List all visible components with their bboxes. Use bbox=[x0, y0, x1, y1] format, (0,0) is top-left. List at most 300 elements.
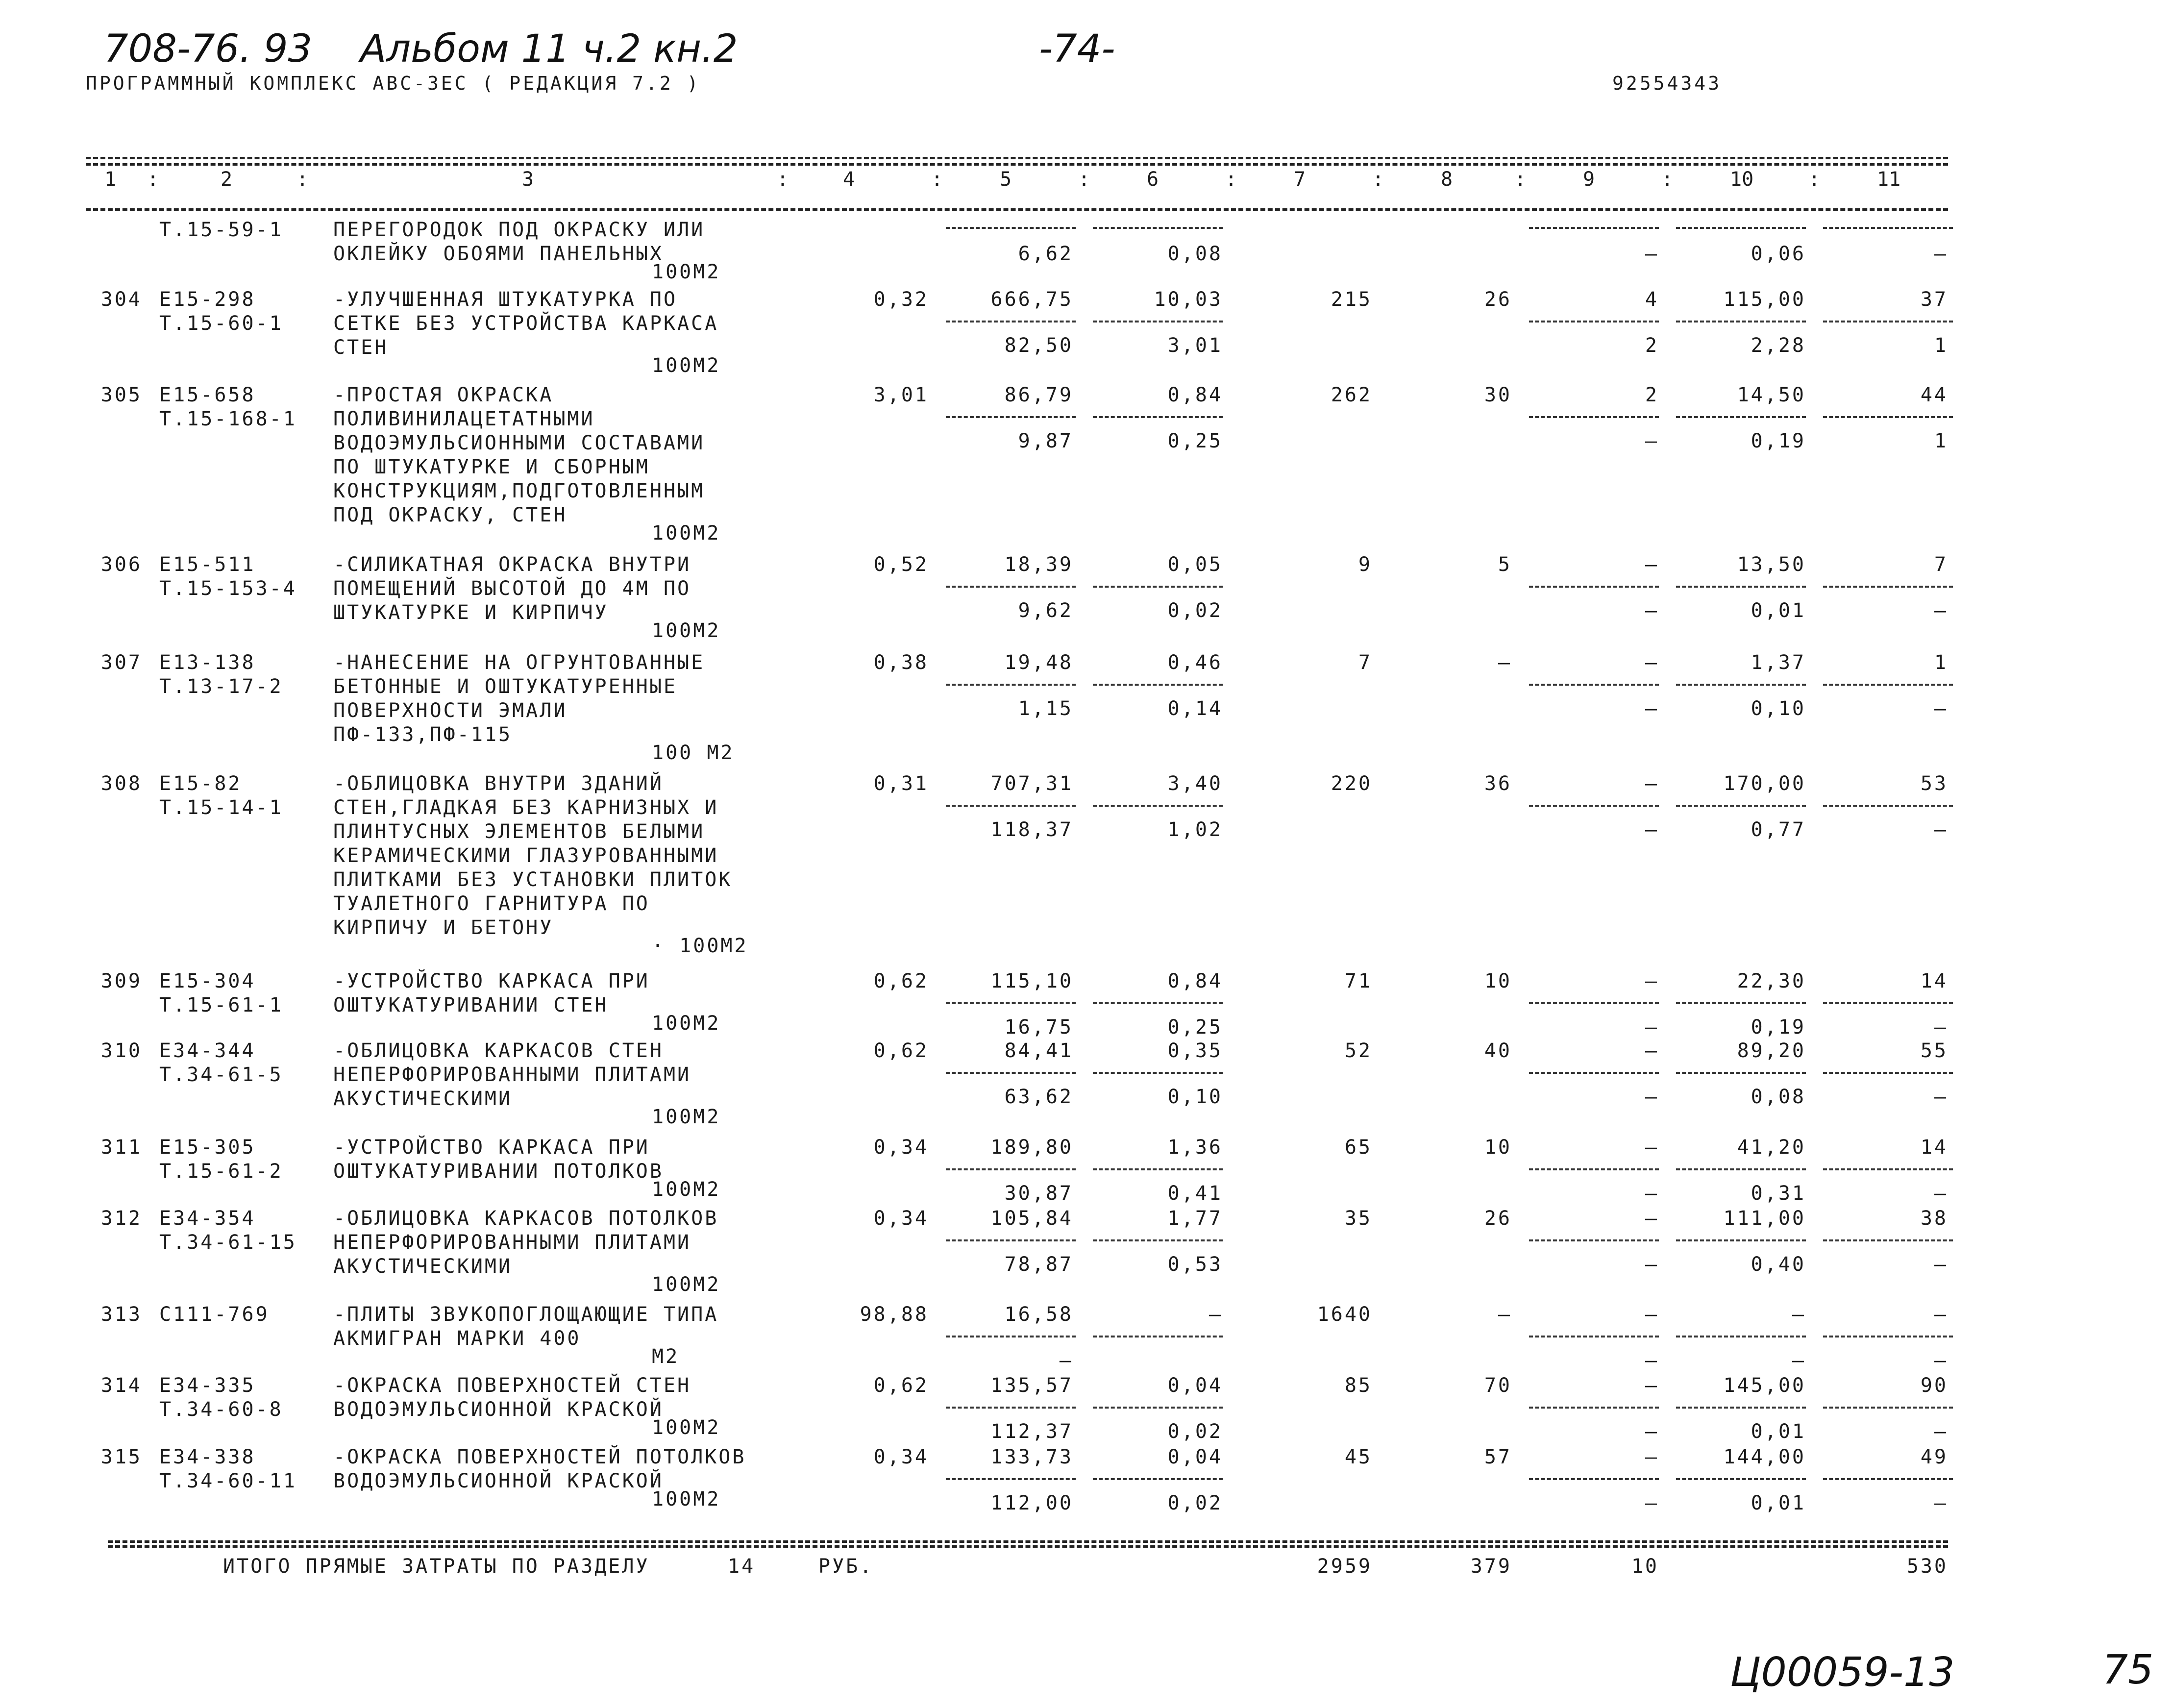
work-description-line: СТЕН bbox=[333, 336, 389, 359]
col-sep: : bbox=[1661, 168, 1674, 191]
value-c10: 111,00 bbox=[1723, 1207, 1806, 1230]
col-header-6: 6 bbox=[1147, 168, 1159, 191]
value-separator-rule bbox=[1529, 416, 1659, 418]
unit-of-measure: 100М2 bbox=[652, 1273, 721, 1296]
value-c9-secondary: – bbox=[1645, 1492, 1659, 1514]
norm-reference: Т.15-61-1 bbox=[159, 994, 283, 1016]
value-c9-secondary: – bbox=[1645, 1349, 1659, 1372]
row-number: 310 bbox=[100, 1040, 142, 1062]
value-c11-secondary: – bbox=[1934, 1086, 1948, 1108]
value-c9-secondary: – bbox=[1645, 1086, 1659, 1108]
value-c9: – bbox=[1645, 970, 1659, 992]
value-separator-rule bbox=[1529, 1072, 1659, 1074]
value-c6-secondary: 1,02 bbox=[1167, 818, 1223, 841]
value-separator-rule bbox=[1093, 227, 1223, 229]
unit-of-measure: 100М2 bbox=[652, 1416, 721, 1439]
value-c5: 86,79 bbox=[1004, 384, 1073, 406]
value-c6-secondary: 0,08 bbox=[1167, 243, 1223, 265]
value-c9-secondary: 2 bbox=[1645, 334, 1659, 357]
value-c5: 105,84 bbox=[990, 1207, 1073, 1230]
row-number: 313 bbox=[100, 1303, 142, 1326]
col-sep: : bbox=[1225, 168, 1237, 191]
work-description-line: КИРПИЧУ И БЕТОНУ bbox=[333, 916, 554, 939]
value-c11-secondary: – bbox=[1934, 599, 1948, 622]
value-c5-secondary: 9,62 bbox=[1018, 599, 1073, 622]
value-c9-secondary: – bbox=[1645, 818, 1659, 841]
col-sep: : bbox=[777, 168, 789, 191]
value-c10-secondary: 0,10 bbox=[1751, 697, 1806, 720]
value-c9-secondary: – bbox=[1645, 243, 1659, 265]
value-separator-rule bbox=[1823, 1336, 1953, 1337]
value-c4: 3,01 bbox=[873, 384, 929, 406]
resource-code: Е15-82 bbox=[159, 772, 242, 795]
value-c4: 98,88 bbox=[860, 1303, 929, 1326]
value-c11-secondary: – bbox=[1934, 1420, 1948, 1443]
value-c7: 9 bbox=[1358, 553, 1372, 576]
value-separator-rule bbox=[1093, 684, 1223, 686]
program-line: ПРОГРАММНЫЙ КОМПЛЕКС АВС-3ЕС ( РЕДАКЦИЯ 7.2 ) bbox=[86, 73, 701, 94]
value-c5: 18,39 bbox=[1004, 553, 1073, 576]
value-c7: 220 bbox=[1331, 772, 1372, 795]
value-separator-rule bbox=[1093, 805, 1223, 807]
value-separator-rule bbox=[946, 1336, 1076, 1337]
value-c7: 52 bbox=[1344, 1040, 1372, 1062]
value-separator-rule bbox=[946, 1407, 1076, 1409]
value-separator-rule bbox=[1676, 416, 1806, 418]
col-sep: : bbox=[1808, 168, 1821, 191]
work-description-line: ПОВЕРХНОСТИ ЭМАЛИ bbox=[333, 699, 567, 722]
value-separator-rule bbox=[1529, 1478, 1659, 1480]
value-separator-rule bbox=[1093, 1239, 1223, 1241]
value-separator-rule bbox=[1093, 1168, 1223, 1170]
value-c9-secondary: – bbox=[1645, 697, 1659, 720]
value-c10: 89,20 bbox=[1737, 1040, 1806, 1062]
value-c11: – bbox=[1934, 1303, 1948, 1326]
value-separator-rule bbox=[1823, 1239, 1953, 1241]
value-c5-secondary: – bbox=[1059, 1349, 1073, 1372]
total-label: ИТОГО ПРЯМЫЕ ЗАТРАТЫ ПО РАЗДЕЛУ bbox=[223, 1555, 650, 1578]
value-c4: 0,52 bbox=[873, 553, 929, 576]
value-c9-secondary: – bbox=[1645, 599, 1659, 622]
work-description-line: ПОМЕЩЕНИЙ ВЫСОТОЙ ДО 4М ПО bbox=[333, 577, 691, 600]
resource-code: Е34-338 bbox=[159, 1446, 256, 1468]
unit-of-measure: 100М2 bbox=[652, 354, 721, 377]
value-c9-secondary: – bbox=[1645, 1420, 1659, 1443]
work-description-line: -ОБЛИЦОВКА КАРКАСОВ СТЕН bbox=[333, 1040, 664, 1062]
value-separator-rule bbox=[1676, 321, 1806, 322]
col-header-9: 9 bbox=[1583, 168, 1595, 191]
resource-code: Е34-354 bbox=[159, 1207, 256, 1230]
value-c8: 40 bbox=[1484, 1040, 1512, 1062]
value-separator-rule bbox=[946, 1239, 1076, 1241]
value-c11-secondary: 1 bbox=[1934, 334, 1948, 357]
value-c7: 262 bbox=[1331, 384, 1372, 406]
value-separator-rule bbox=[1529, 684, 1659, 686]
value-c10: 144,00 bbox=[1723, 1446, 1806, 1468]
value-c9: – bbox=[1645, 1040, 1659, 1062]
col-header-8: 8 bbox=[1441, 168, 1453, 191]
row-number: 305 bbox=[100, 384, 142, 406]
value-c8: 70 bbox=[1484, 1374, 1512, 1397]
col-header-1: 1 bbox=[104, 168, 117, 191]
value-c6: 10,03 bbox=[1154, 288, 1223, 311]
work-description-line: НЕПЕРФОРИРОВАННЫМИ ПЛИТАМИ bbox=[333, 1064, 691, 1086]
value-c10-secondary: 0,01 bbox=[1751, 1420, 1806, 1443]
value-c6-secondary: 3,01 bbox=[1167, 334, 1223, 357]
value-c7: 65 bbox=[1344, 1136, 1372, 1159]
value-c6: 0,05 bbox=[1167, 553, 1223, 576]
col-header-4: 4 bbox=[843, 168, 855, 191]
value-c6: 0,46 bbox=[1167, 651, 1223, 674]
value-c6: 0,84 bbox=[1167, 970, 1223, 992]
value-c10: 115,00 bbox=[1723, 288, 1806, 311]
value-separator-rule bbox=[946, 1168, 1076, 1170]
total-col8: 379 bbox=[1470, 1555, 1512, 1578]
work-description-line: -НАНЕСЕНИЕ НА ОГРУНТОВАННЫЕ bbox=[333, 651, 705, 674]
value-c11: 1 bbox=[1934, 651, 1948, 674]
value-c4: 0,32 bbox=[873, 288, 929, 311]
top-rule-2 bbox=[86, 163, 1948, 166]
value-c11-secondary: – bbox=[1934, 697, 1948, 720]
value-separator-rule bbox=[1823, 1478, 1953, 1480]
resource-code: Е34-344 bbox=[159, 1040, 256, 1062]
value-c8: 30 bbox=[1484, 384, 1512, 406]
value-c10-secondary: 0,77 bbox=[1751, 818, 1806, 841]
total-rule-1 bbox=[108, 1540, 1948, 1543]
value-c10-secondary: 0,19 bbox=[1751, 1016, 1806, 1039]
work-description-line: -ОБЛИЦОВКА ВНУТРИ ЗДАНИЙ bbox=[333, 772, 664, 795]
value-c5-secondary: 118,37 bbox=[990, 818, 1073, 841]
norm-reference: Т.34-60-11 bbox=[159, 1470, 297, 1492]
resource-code: Е15-298 bbox=[159, 288, 256, 311]
value-c6: 0,84 bbox=[1167, 384, 1223, 406]
work-description-line: СЕТКЕ БЕЗ УСТРОЙСТВА КАРКАСА bbox=[333, 312, 719, 335]
value-c6: 0,35 bbox=[1167, 1040, 1223, 1062]
value-c10: 1,37 bbox=[1751, 651, 1806, 674]
value-separator-rule bbox=[946, 321, 1076, 322]
resource-code: Е15-304 bbox=[159, 970, 256, 992]
value-separator-rule bbox=[946, 416, 1076, 418]
col-sep: : bbox=[147, 168, 159, 191]
value-c11: 14 bbox=[1920, 970, 1948, 992]
norm-reference: Т.34-61-5 bbox=[159, 1064, 283, 1086]
value-separator-rule bbox=[946, 684, 1076, 686]
norm-reference: Т.15-14-1 bbox=[159, 796, 283, 819]
value-c7: 215 bbox=[1331, 288, 1372, 311]
resource-code: Е15-658 bbox=[159, 384, 256, 406]
work-description-line: -ОКРАСКА ПОВЕРХНОСТЕЙ СТЕН bbox=[333, 1374, 691, 1397]
work-description-line: ОШТУКАТУРИВАНИИ ПОТОЛКОВ bbox=[333, 1160, 664, 1183]
row-number: 308 bbox=[100, 772, 142, 795]
value-c6-secondary: 0,02 bbox=[1167, 599, 1223, 622]
work-description-line: -СИЛИКАТНАЯ ОКРАСКА ВНУТРИ bbox=[333, 553, 691, 576]
resource-code: С111-769 bbox=[159, 1303, 270, 1326]
value-separator-rule bbox=[1676, 1168, 1806, 1170]
value-c11-secondary: – bbox=[1934, 1492, 1948, 1514]
value-c11-secondary: – bbox=[1934, 1349, 1948, 1372]
value-separator-rule bbox=[1093, 416, 1223, 418]
work-description-line: ВОДОЭМУЛЬСИОННОЙ КРАСКОЙ bbox=[333, 1470, 664, 1492]
value-c10-secondary: 2,28 bbox=[1751, 334, 1806, 357]
header-bottom-rule bbox=[86, 208, 1948, 211]
value-c5: 16,58 bbox=[1004, 1303, 1073, 1326]
value-c5-secondary: 16,75 bbox=[1004, 1016, 1073, 1039]
value-c10: 41,20 bbox=[1737, 1136, 1806, 1159]
value-c9: 2 bbox=[1645, 384, 1659, 406]
value-c6-secondary: 0,53 bbox=[1167, 1253, 1223, 1276]
total-section: 14 bbox=[728, 1555, 756, 1578]
norm-reference: Т.15-168-1 bbox=[159, 408, 297, 430]
total-col9: 10 bbox=[1631, 1555, 1659, 1578]
resource-code: Е15-511 bbox=[159, 553, 256, 576]
value-c11-secondary: – bbox=[1934, 1016, 1948, 1039]
doc-code: 708-76. 93 bbox=[104, 27, 313, 71]
work-description-line: ОШТУКАТУРИВАНИИ СТЕН bbox=[333, 994, 609, 1016]
value-c8: 26 bbox=[1484, 288, 1512, 311]
row-number: 311 bbox=[100, 1136, 142, 1159]
work-description-line: ТУАЛЕТНОГО ГАРНИТУРА ПО bbox=[333, 892, 650, 915]
col-header-10: 10 bbox=[1730, 168, 1754, 191]
archive-stamp: Ц00059-13 bbox=[1730, 1649, 1955, 1696]
value-c9: – bbox=[1645, 1207, 1659, 1230]
value-c10-secondary: 0,08 bbox=[1751, 1086, 1806, 1108]
value-separator-rule bbox=[1093, 1072, 1223, 1074]
col-sep: : bbox=[1078, 168, 1090, 191]
value-separator-rule bbox=[1823, 1002, 1953, 1004]
unit-of-measure: 100М2 bbox=[652, 261, 721, 283]
work-description-line: АКМИГРАН МАРКИ 400 bbox=[333, 1327, 581, 1350]
value-c11: 14 bbox=[1920, 1136, 1948, 1159]
value-c5: 19,48 bbox=[1004, 651, 1073, 674]
value-separator-rule bbox=[1823, 805, 1953, 807]
work-description-line: -УСТРОЙСТВО КАРКАСА ПРИ bbox=[333, 970, 650, 992]
work-description-line: СТЕН,ГЛАДКАЯ БЕЗ КАРНИЗНЫХ И bbox=[333, 796, 719, 819]
value-c10: – bbox=[1792, 1303, 1806, 1326]
value-c11-secondary: 1 bbox=[1934, 430, 1948, 452]
value-c10: 170,00 bbox=[1723, 772, 1806, 795]
value-c5: 115,10 bbox=[990, 970, 1073, 992]
value-separator-rule bbox=[1676, 1002, 1806, 1004]
value-c6-secondary: 0,25 bbox=[1167, 430, 1223, 452]
value-c6-secondary: 0,10 bbox=[1167, 1086, 1223, 1108]
value-c5-secondary: 9,87 bbox=[1018, 430, 1073, 452]
value-c6: – bbox=[1209, 1303, 1223, 1326]
resource-code: Е13-138 bbox=[159, 651, 256, 674]
value-c4: 0,31 bbox=[873, 772, 929, 795]
value-separator-rule bbox=[1676, 1478, 1806, 1480]
value-c8: 26 bbox=[1484, 1207, 1512, 1230]
value-separator-rule bbox=[1823, 684, 1953, 686]
value-c8: 10 bbox=[1484, 970, 1512, 992]
norm-reference: Т.34-60-8 bbox=[159, 1398, 283, 1421]
value-c10-secondary: – bbox=[1792, 1349, 1806, 1372]
value-separator-rule bbox=[1093, 1002, 1223, 1004]
value-separator-rule bbox=[1676, 1072, 1806, 1074]
value-c7: 45 bbox=[1344, 1446, 1372, 1468]
unit-of-measure: 100М2 bbox=[652, 1012, 721, 1035]
value-separator-rule bbox=[946, 227, 1076, 229]
value-separator-rule bbox=[1676, 586, 1806, 588]
work-description-line: -ПЛИТЫ ЗВУКОПОГЛОЩАЮЩИЕ ТИПА bbox=[333, 1303, 719, 1326]
row-number: 307 bbox=[100, 651, 142, 674]
work-description-line: ПЛИНТУСНЫХ ЭЛЕМЕНТОВ БЕЛЫМИ bbox=[333, 820, 705, 843]
work-description-line: АКУСТИЧЕСКИМИ bbox=[333, 1088, 513, 1110]
value-separator-rule bbox=[1676, 1336, 1806, 1337]
unit-of-measure: 100М2 bbox=[652, 1106, 721, 1128]
page-number: -74- bbox=[1039, 27, 1115, 71]
value-c11: 7 bbox=[1934, 553, 1948, 576]
value-c5: 84,41 bbox=[1004, 1040, 1073, 1062]
value-separator-rule bbox=[946, 805, 1076, 807]
value-c11: 49 bbox=[1920, 1446, 1948, 1468]
work-description-line: ПЕРЕГОРОДОК ПОД ОКРАСКУ ИЛИ bbox=[333, 219, 705, 241]
value-c9-secondary: – bbox=[1645, 430, 1659, 452]
value-separator-rule bbox=[1529, 227, 1659, 229]
value-separator-rule bbox=[1823, 1168, 1953, 1170]
value-separator-rule bbox=[1823, 227, 1953, 229]
value-separator-rule bbox=[1823, 416, 1953, 418]
value-c9-secondary: – bbox=[1645, 1182, 1659, 1205]
row-number: 309 bbox=[100, 970, 142, 992]
unit-of-measure: М2 bbox=[652, 1345, 680, 1368]
value-c4: 0,62 bbox=[873, 970, 929, 992]
work-description-line: НЕПЕРФОРИРОВАННЫМИ ПЛИТАМИ bbox=[333, 1231, 691, 1254]
unit-of-measure: 100М2 bbox=[652, 522, 721, 545]
value-c6: 0,04 bbox=[1167, 1446, 1223, 1468]
value-separator-rule bbox=[1676, 684, 1806, 686]
value-c7: 85 bbox=[1344, 1374, 1372, 1397]
row-number: 312 bbox=[100, 1207, 142, 1230]
value-c8: 36 bbox=[1484, 772, 1512, 795]
value-c11: 55 bbox=[1920, 1040, 1948, 1062]
doc-id: 92554343 bbox=[1612, 73, 1722, 94]
value-c5-secondary: 6,62 bbox=[1018, 243, 1073, 265]
value-c10: 22,30 bbox=[1737, 970, 1806, 992]
value-c11: 44 bbox=[1920, 384, 1948, 406]
value-c9: – bbox=[1645, 651, 1659, 674]
value-c5-secondary: 30,87 bbox=[1004, 1182, 1073, 1205]
col-header-2: 2 bbox=[221, 168, 233, 191]
value-c10: 145,00 bbox=[1723, 1374, 1806, 1397]
value-separator-rule bbox=[1823, 586, 1953, 588]
row-number: 306 bbox=[100, 553, 142, 576]
value-c6-secondary: 0,02 bbox=[1167, 1492, 1223, 1514]
col-header-11: 11 bbox=[1877, 168, 1901, 191]
value-separator-rule bbox=[1676, 805, 1806, 807]
work-description-line: -УСТРОЙСТВО КАРКАСА ПРИ bbox=[333, 1136, 650, 1159]
value-c4: 0,34 bbox=[873, 1446, 929, 1468]
work-description-line: -УЛУЧШЕННАЯ ШТУКАТУРКА ПО bbox=[333, 288, 678, 311]
value-c10-secondary: 0,01 bbox=[1751, 1492, 1806, 1514]
value-c5: 189,80 bbox=[990, 1136, 1073, 1159]
col-sep: : bbox=[1514, 168, 1527, 191]
value-c5: 707,31 bbox=[990, 772, 1073, 795]
value-c7: 7 bbox=[1358, 651, 1372, 674]
value-c5-secondary: 112,00 bbox=[990, 1492, 1073, 1514]
col-header-3: 3 bbox=[522, 168, 534, 191]
value-c11: 53 bbox=[1920, 772, 1948, 795]
col-sep: : bbox=[296, 168, 309, 191]
work-description-line: ПФ-133,ПФ-115 bbox=[333, 723, 513, 746]
work-description-line: ВОДОЭМУЛЬСИОННОЙ КРАСКОЙ bbox=[333, 1398, 664, 1421]
value-c9: – bbox=[1645, 1136, 1659, 1159]
total-rule-2 bbox=[108, 1545, 1948, 1548]
work-description-line: ШТУКАТУРКЕ И КИРПИЧУ bbox=[333, 601, 609, 624]
value-separator-rule bbox=[1529, 805, 1659, 807]
value-c10: 14,50 bbox=[1737, 384, 1806, 406]
value-separator-rule bbox=[1676, 227, 1806, 229]
value-c4: 0,34 bbox=[873, 1207, 929, 1230]
value-separator-rule bbox=[946, 1002, 1076, 1004]
value-separator-rule bbox=[1093, 1407, 1223, 1409]
value-c11: 90 bbox=[1920, 1374, 1948, 1397]
value-separator-rule bbox=[1823, 1407, 1953, 1409]
value-c4: 0,62 bbox=[873, 1040, 929, 1062]
value-c5: 666,75 bbox=[990, 288, 1073, 311]
value-c4: 0,38 bbox=[873, 651, 929, 674]
value-separator-rule bbox=[1093, 586, 1223, 588]
value-separator-rule bbox=[946, 1072, 1076, 1074]
work-description-line: -ОКРАСКА ПОВЕРХНОСТЕЙ ПОТОЛКОВ bbox=[333, 1446, 746, 1468]
work-description-line: БЕТОННЫЕ И ОШТУКАТУРЕННЫЕ bbox=[333, 675, 678, 698]
value-c5: 135,57 bbox=[990, 1374, 1073, 1397]
value-c11-secondary: – bbox=[1934, 1182, 1948, 1205]
value-c10: 13,50 bbox=[1737, 553, 1806, 576]
value-c4: 0,62 bbox=[873, 1374, 929, 1397]
col-sep: : bbox=[931, 168, 943, 191]
work-description-line: КОНСТРУКЦИЯМ,ПОДГОТОВЛЕННЫМ bbox=[333, 480, 705, 502]
value-separator-rule bbox=[1529, 1336, 1659, 1337]
sheet-number: 75 bbox=[2102, 1647, 2154, 1693]
value-c7: 1640 bbox=[1317, 1303, 1372, 1326]
resource-code: Е15-305 bbox=[159, 1136, 256, 1159]
work-description-line: АКУСТИЧЕСКИМИ bbox=[333, 1255, 513, 1278]
album-label: Альбом 11 ч.2 кн.2 bbox=[360, 27, 738, 71]
value-separator-rule bbox=[1529, 1002, 1659, 1004]
value-c9-secondary: – bbox=[1645, 1016, 1659, 1039]
value-c11-secondary: – bbox=[1934, 1253, 1948, 1276]
resource-code: Е34-335 bbox=[159, 1374, 256, 1397]
value-c5: 133,73 bbox=[990, 1446, 1073, 1468]
value-c10-secondary: 0,40 bbox=[1751, 1253, 1806, 1276]
value-c8: – bbox=[1498, 651, 1512, 674]
value-separator-rule bbox=[946, 1478, 1076, 1480]
value-c9: – bbox=[1645, 1303, 1659, 1326]
value-c4: 0,34 bbox=[873, 1136, 929, 1159]
value-c9: – bbox=[1645, 1374, 1659, 1397]
top-rule-1 bbox=[86, 157, 1948, 159]
value-c8: 10 bbox=[1484, 1136, 1512, 1159]
work-description-line: КЕРАМИЧЕСКИМИ ГЛАЗУРОВАННЫМИ bbox=[333, 844, 719, 867]
value-c11-secondary: – bbox=[1934, 243, 1948, 265]
work-description-line: ПОД ОКРАСКУ, СТЕН bbox=[333, 504, 567, 526]
value-c5-secondary: 63,62 bbox=[1004, 1086, 1073, 1108]
unit-of-measure: 100М2 bbox=[652, 1178, 721, 1201]
work-description-line: ПЛИТКАМИ БЕЗ УСТАНОВКИ ПЛИТОК bbox=[333, 868, 733, 891]
unit-of-measure: · 100М2 bbox=[652, 935, 748, 957]
total-col7: 2959 bbox=[1317, 1555, 1372, 1578]
value-c9: – bbox=[1645, 553, 1659, 576]
value-c11: 37 bbox=[1920, 288, 1948, 311]
norm-reference: Т.13-17-2 bbox=[159, 675, 283, 698]
norm-reference: Т.15-60-1 bbox=[159, 312, 283, 335]
value-c10-secondary: 0,19 bbox=[1751, 430, 1806, 452]
work-description-line: ПОЛИВИНИЛАЦЕТАТНЫМИ bbox=[333, 408, 595, 430]
value-separator-rule bbox=[1529, 321, 1659, 322]
total-currency: РУБ. bbox=[818, 1555, 874, 1578]
unit-of-measure: 100М2 bbox=[652, 1488, 721, 1510]
value-c7: 71 bbox=[1344, 970, 1372, 992]
